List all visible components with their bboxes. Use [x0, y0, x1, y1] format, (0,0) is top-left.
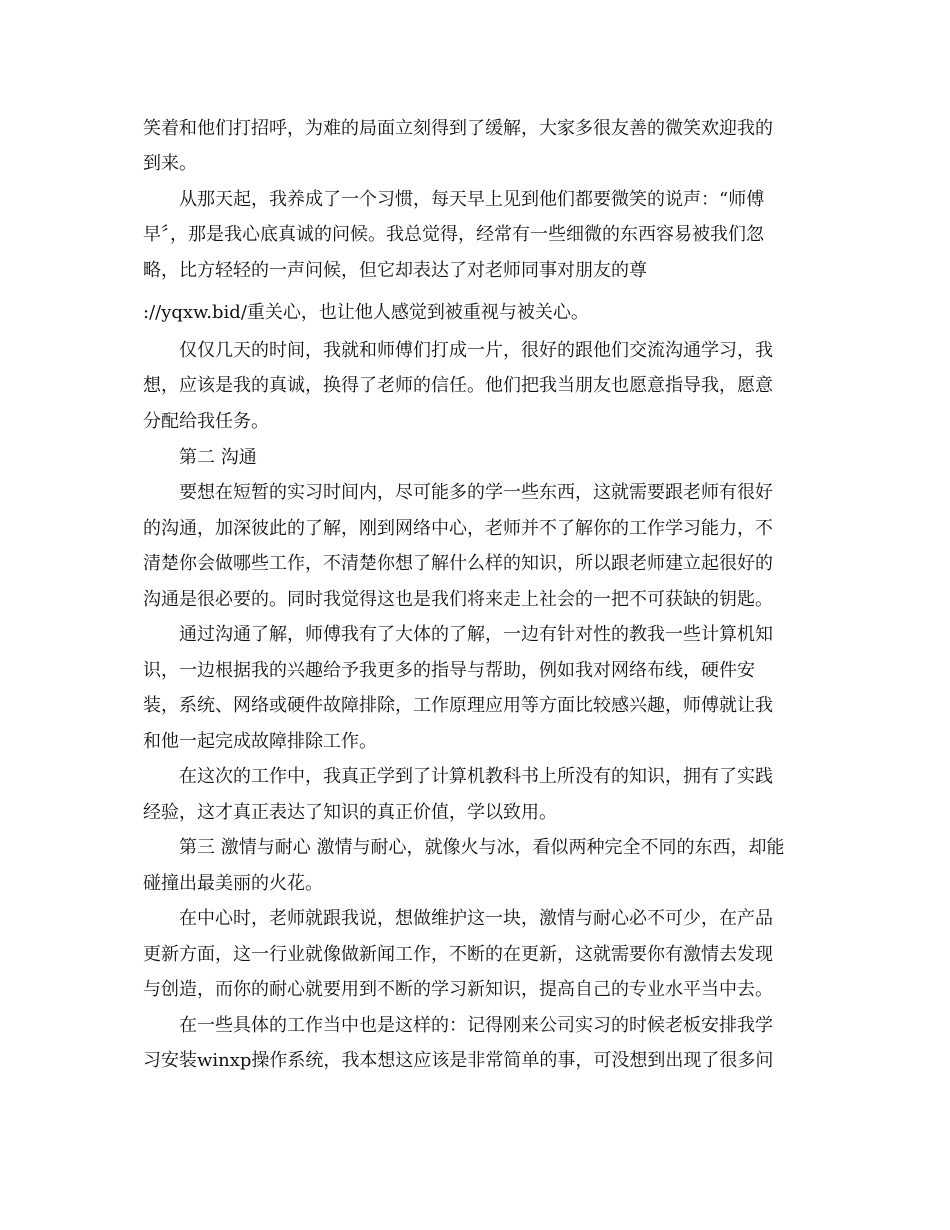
- text-line: 清楚你会做哪些工作，不清楚你想了解什么样的知识，所以跟老师建立起很好的: [143, 553, 773, 574]
- text-line: 从那天起，我养成了一个习惯，每天早上见到他们都要微笑的说声：“师傅: [179, 189, 765, 210]
- text-line: 装，系统、网络或硬件故障排除，工作原理应用等方面比较感兴趣，师傅就让我: [143, 695, 773, 716]
- text-line: 习安装winxp操作系统，我本想这应该是非常简单的事，可没想到出现了很多问: [143, 1050, 774, 1071]
- text-line: 通过沟通了解，师傅我有了大体的了解，一边有针对性的教我一些计算机知: [179, 624, 773, 645]
- text-line: 的沟通，加深彼此的了解，刚到网络中心，老师并不了解你的工作学习能力，不: [143, 518, 773, 539]
- text-line: 笑着和他们打招呼，为难的局面立刻得到了缓解，大家多很友善的微笑欢迎我的: [143, 118, 773, 139]
- text-line: ://yqxw.bid/重关心，也让他人感觉到被重视与被关心。: [143, 302, 589, 323]
- text-line: 略，比方轻轻的一声问候，但它却表达了对老师同事对朋友的尊: [143, 260, 647, 281]
- text-line: 在一些具体的工作当中也是这样的：记得刚来公司实习的时候老板安排我学: [179, 1015, 773, 1036]
- text-line: 要想在短暂的实习时间内，尽可能多的学一些东西，这就需要跟老师有很好: [179, 482, 773, 503]
- text-line: 仅仅几天的时间，我就和师傅们打成一片，很好的跟他们交流沟通学习，我: [179, 340, 773, 361]
- text-line: 经验，这才真正表达了知识的真正价值，学以致用。: [143, 802, 557, 823]
- text-line: 与创造，而你的耐心就要用到不断的学习新知识，提高自己的专业水平当中去。: [143, 979, 773, 1000]
- text-line: 碰撞出最美丽的火花。: [143, 873, 323, 894]
- text-line: 更新方面，这一行业就像做新闻工作，不断的在更新，这就需要你有激情去发现: [143, 944, 773, 965]
- text-line: 在中心时，老师就跟我说，想做维护这一块，激情与耐心必不可少，在产品: [179, 908, 773, 929]
- text-line: 沟通是很必要的。同时我觉得这也是我们将来走上社会的一把不可获缺的钥匙。: [143, 589, 773, 610]
- text-line: 和他一起完成故障排除工作。: [143, 731, 377, 752]
- section-heading: 第三 激情与耐心 激情与耐心，就像火与冰，看似两种完全不同的东西，却能: [179, 837, 785, 858]
- text-line: 想，应该是我的真诚，换得了老师的信任。他们把我当朋友也愿意指导我，愿意: [143, 375, 773, 396]
- text-line: 在这次的工作中，我真正学到了计算机教科书上所没有的知识，拥有了实践: [179, 766, 773, 787]
- text-line: 到来。: [143, 153, 197, 174]
- section-heading: 第二 沟通: [179, 447, 257, 468]
- text-line: 识，一边根据我的兴趣给予我更多的指导与帮助，例如我对网络布线，硬件安: [143, 660, 755, 681]
- text-line: 分配给我任务。: [143, 411, 269, 432]
- text-line: 早〞，那是我心底真诚的问候。我总觉得，经常有一些细微的东西容易被我们忽: [143, 224, 764, 245]
